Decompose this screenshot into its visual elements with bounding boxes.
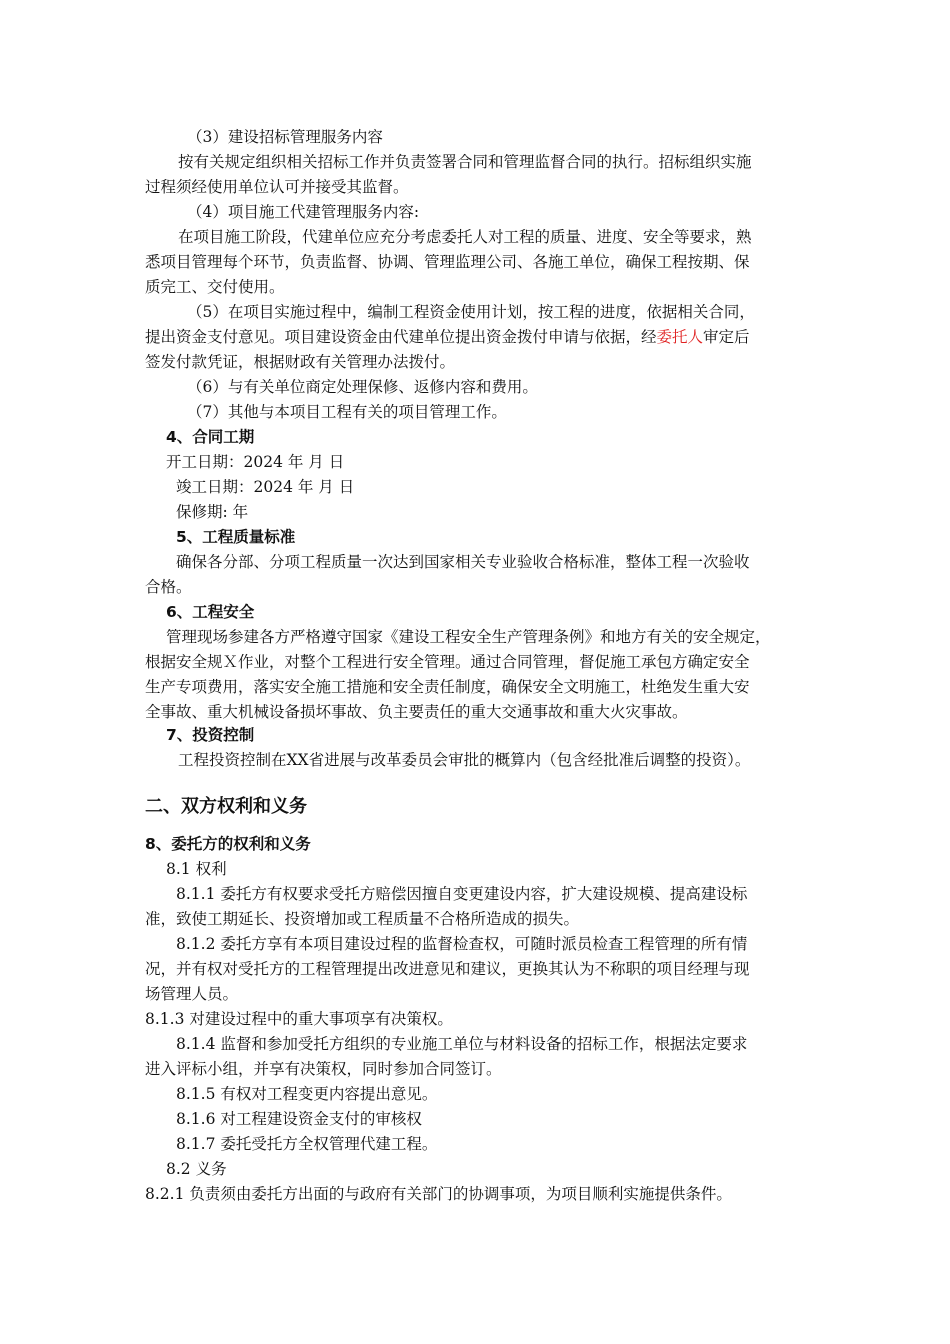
paragraph-line: 根据安全规Ｘ作业，对整个工程进行安全管理。通过合同管理，督促施工承包方确定安全 <box>145 653 750 671</box>
section-7-heading: 7、投资控制 <box>166 726 255 744</box>
paragraph-line: 质完工、交付使用。 <box>145 278 285 296</box>
section-6-heading: 6、工程安全 <box>166 603 255 621</box>
warranty-line: 保修期: 年 <box>176 503 249 521</box>
clause-8-1-7: 8.1.7 委托受托方全权管理代建工程。 <box>176 1135 438 1153</box>
clause-8-1-4: 8.1.4 监督和参加受托方组织的专业施工单位与材料设备的招标工作，根据法定要求 <box>176 1035 748 1053</box>
clause-8-1-3: 8.1.3 对建设过程中的重大事项享有决策权。 <box>145 1010 453 1028</box>
clause-8-1-1: 8.1.1 委托方有权要求受托方赔偿因擅自变更建设内容，扩大建设规模、提高建设标 <box>176 885 748 903</box>
paragraph-line: 过程须经使用单位认可并接受其监督。 <box>145 178 409 196</box>
highlighted-term: 委托人 <box>656 328 704 346</box>
clause-8-2-1: 8.2.1 负责须由委托方出面的与政府有关部门的协调事项，为项目顺利实施提供条件。 <box>145 1185 732 1203</box>
section-4-heading: 4、合同工期 <box>166 428 255 446</box>
paragraph-line: 合格。 <box>145 578 192 596</box>
clause-8-1-2: 8.1.2 委托方享有本项目建设过程的监督检查权，可随时派员检查工程管理的所有情 <box>176 935 748 953</box>
text-after: 审定后 <box>703 328 750 346</box>
completion-date-line: 竣工日期：2024 年 月 日 <box>176 478 355 496</box>
item-4-heading: （4）项目施工代建管理服务内容: <box>187 203 420 221</box>
clause-8-1-6: 8.1.6 对工程建设资金支付的审核权 <box>176 1110 422 1128</box>
item-3-heading: （3）建设招标管理服务内容 <box>187 128 383 146</box>
item-7-line: （7）其他与本项目工程有关的项目管理工作。 <box>187 403 507 421</box>
clause-8-1-5: 8.1.5 有权对工程变更内容提出意见。 <box>176 1085 438 1103</box>
item-5-line: （5）在项目实施过程中，编制工程资金使用计划，按工程的进度，依据相关合同， <box>187 303 755 321</box>
paragraph-line: 准，致使工期延长、投资增加或工程质量不合格所造成的损失。 <box>145 910 580 928</box>
paragraph-line: 工程投资控制在XX省进展与改革委员会审批的概算内（包含经批准后调整的投资）。 <box>178 751 751 769</box>
paragraph-line: 确保各分部、分项工程质量一次达到国家相关专业验收合格标准，整体工程一次验收 <box>176 553 750 571</box>
paragraph-line: 按有关规定组织相关招标工作并负责签署合同和管理监督合同的执行。招标组织实施 <box>178 153 752 171</box>
paragraph-line: 场管理人员。 <box>145 985 239 1003</box>
paragraph-line: 悉项目管理每个环节，负责监督、协调、管理监理公司、各施工单位，确保工程按期、保 <box>145 253 750 271</box>
subsection-8-1: 8.1 权利 <box>166 860 227 878</box>
start-date-line: 开工日期：2024 年 月 日 <box>166 453 345 471</box>
paragraph-line: 生产专项费用，落实安全施工措施和安全责任制度，确保安全文明施工，杜绝发生重大安 <box>145 678 750 696</box>
paragraph-line: 在项目施工阶段，代建单位应充分考虑委托人对工程的质量、进度、安全等要求，熟 <box>178 228 752 246</box>
paragraph-line-highlight <box>145 326 750 348</box>
paragraph-line: 签发付款凭证，根据财政有关管理办法拨付。 <box>145 353 456 371</box>
section-5-heading: 5、工程质量标准 <box>176 528 296 546</box>
paragraph-line: 进入评标小组，并享有决策权，同时参加合同签订。 <box>145 1060 502 1078</box>
paragraph-line: 管理现场参建各方严格遵守国家《建设工程安全生产管理条例》和地方有关的安全规定， <box>166 628 771 646</box>
text-before: 提出资金支付意见。项目建设资金由代建单位提出资金拨付申请与依据，经 <box>145 328 657 346</box>
paragraph-line: 全事故、重大机械设备损坏事故、负主要责任的重大交通事故和重大火灾事故。 <box>145 703 688 721</box>
subsection-8-2: 8.2 义务 <box>166 1160 227 1178</box>
chapter-2-heading: 二、双方权利和义务 <box>145 796 307 817</box>
paragraph-line: 况，并有权对受托方的工程管理提出改进意见和建议，更换其认为不称职的项目经理与现 <box>145 960 750 978</box>
section-8-heading: 8、委托方的权利和义务 <box>145 835 311 853</box>
item-6-line: （6）与有关单位商定处理保修、返修内容和费用。 <box>187 378 538 396</box>
